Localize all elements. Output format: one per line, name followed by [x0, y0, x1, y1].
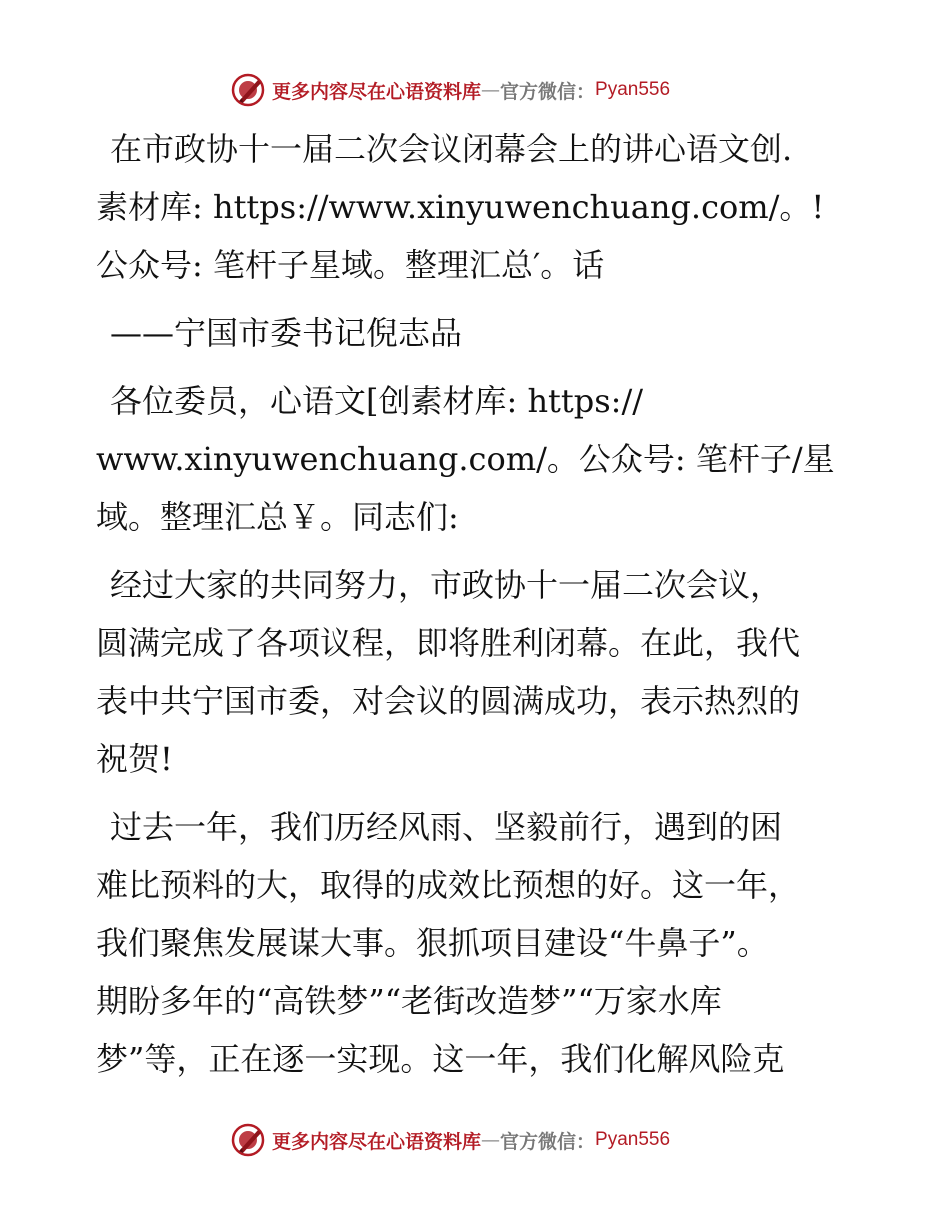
banner-main-text: 更多内容尽在心语资料库 — [272, 1130, 482, 1153]
seal-quill-logo-icon — [230, 1122, 266, 1158]
text-line: 期盼多年的“高铁梦”“老街改造梦”“万家水库 — [96, 982, 722, 1020]
text-line: www.xinyuwenchuang.com/。公众号: 笔杆子/星 — [96, 440, 835, 478]
seal-quill-logo-icon — [230, 72, 266, 108]
banner-separator: — — [481, 1129, 501, 1151]
author-paragraph — [96, 304, 856, 362]
text-line: 表中共宁国市委，对会议的圆满成功，表示热烈的 — [96, 682, 801, 720]
text-line: 难比预料的大，取得的成效比预想的好。这一年， — [96, 866, 801, 904]
banner-separator: — — [481, 79, 501, 101]
text-line: 经过大家的共同努力，市政协十一届二次会议， — [110, 566, 783, 604]
banner-wechat-id: Pyan556 — [595, 1129, 671, 1150]
text-line: 圆满完成了各项议程，即将胜利闭幕。在此，我代 — [96, 624, 801, 662]
salutation-paragraph — [96, 372, 856, 546]
text-line: 祝贺! — [96, 740, 173, 778]
text-line: 各位委员，心语文[创素材库: https:// — [110, 382, 644, 420]
footer-banner — [230, 1120, 670, 1160]
text-line: ——宁国市委书记倪志品 — [110, 314, 463, 352]
text-line: 我们聚焦发展谋大事。狠抓项目建设“牛鼻子”。 — [96, 924, 769, 962]
banner-wechat-label: 官方微信： — [500, 80, 596, 103]
banner-wechat-id: Pyan556 — [595, 79, 671, 100]
text-line: 梦”等，正在逐一实现。这一年，我们化解风险克 — [96, 1040, 785, 1078]
banner-wechat-label: 官方微信： — [500, 1130, 596, 1153]
text-line: 在市政协十一届二次会议闭幕会上的讲心语文创. — [110, 130, 793, 168]
document-body — [96, 120, 856, 1098]
body-paragraph — [96, 798, 856, 1088]
text-line: 过去一年，我们历经风雨、坚毅前行，遇到的困 — [110, 808, 783, 846]
text-line: 素材库: https://www.xinyuwenchuang.com/。! — [96, 188, 825, 226]
header-banner — [230, 70, 670, 110]
text-line: 公众号: 笔杆子星域。整理汇总′。话 — [96, 246, 605, 284]
title-paragraph — [96, 120, 856, 294]
text-line: 域。整理汇总￥。同志们: — [96, 498, 459, 536]
body-paragraph — [96, 556, 856, 788]
banner-main-text: 更多内容尽在心语资料库 — [272, 80, 482, 103]
